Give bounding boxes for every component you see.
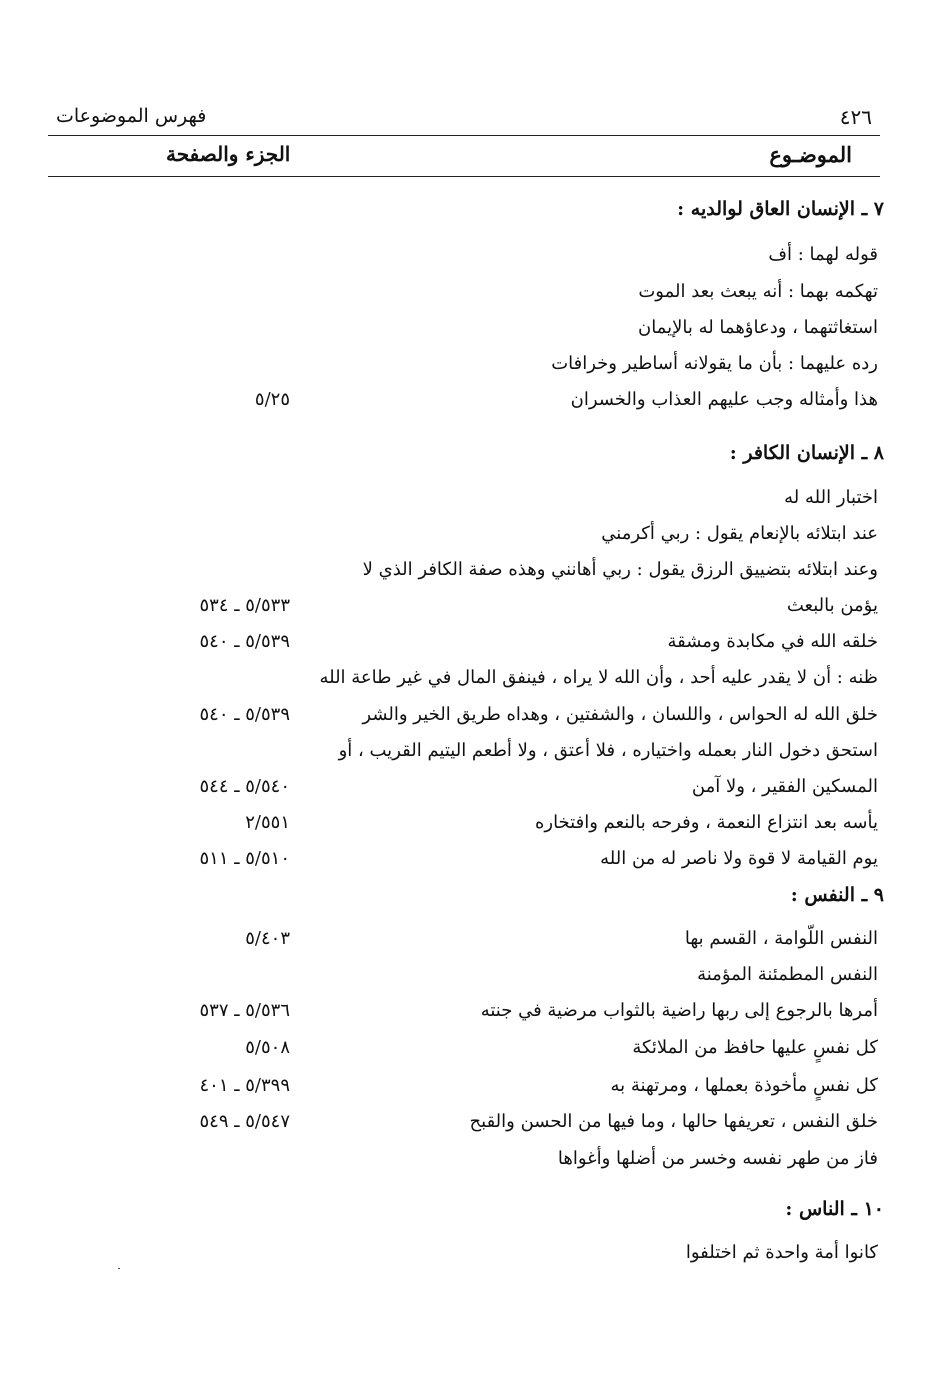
entry-reference: ٥/٥٤٧ ـ ٥٤٩: [199, 1111, 290, 1132]
entry-text: استحق دخول النار بعمله واختياره ، فلا أعتق ، ولا أطعم اليتيم القريب ، أو: [338, 740, 878, 761]
reference-column-heading: الجزء والصفحة: [166, 142, 291, 166]
entry-text: استغاثتهما ، ودعاؤهما له بالإيمان: [637, 317, 878, 338]
entry-text: ٩ ـ النفس :: [790, 884, 884, 906]
entry-text: ظنه : أن لا يقدر عليه أحد ، وأن الله لا يراه ، فينفق المال في غير طاعة الله: [319, 667, 878, 688]
entry-reference: ٥/٥٣٩ ـ ٥٤٠: [199, 631, 290, 652]
entry-text: المسكين الفقير ، ولا آمن: [691, 776, 878, 797]
entry-text: رده عليهما : بأن ما يقولانه أساطير وخرافات: [551, 353, 878, 374]
entry-text: النفس المطمئنة المؤمنة: [697, 964, 878, 985]
entry-reference: ٥/٥٣٣ ـ ٥٣٤: [199, 595, 290, 616]
page-number: ٤٢٦: [839, 105, 872, 129]
entry-text: كل نفسٍ مأخوذة بعملها ، ومرتهنة به: [610, 1075, 878, 1096]
entry-text: هذا وأمثاله وجب عليهم العذاب والخسران: [570, 389, 878, 410]
entry-text: اختبار الله له: [784, 487, 878, 508]
entry-text: يوم القيامة لا قوة ولا ناصر له من الله: [600, 848, 878, 869]
entry-text: فاز من طهر نفسه وخسر من أضلها وأغواها: [557, 1148, 878, 1169]
entry-text: ٧ ـ الإنسان العاق لوالديه :: [677, 198, 884, 220]
entry-reference: ٥/٥٣٦ ـ ٥٣٧: [199, 1000, 290, 1021]
entry-text: يأسه بعد انتزاع النعمة ، وفرحه بالنعم وافتخاره: [534, 812, 878, 833]
entry-text: يؤمن بالبعث: [786, 595, 878, 616]
entry-text: قوله لهما : أف: [768, 244, 878, 265]
entry-text: ٨ ـ الإنسان الكافر :: [729, 442, 884, 464]
entry-reference: ٥/٤٠٣: [245, 928, 290, 949]
entry-text: أمرها بالرجوع إلى ربها راضية بالثواب مرضية في جنته: [480, 1000, 878, 1021]
entry-text: ١٠ ـ الناس :: [785, 1198, 884, 1220]
entry-reference: ٢/٥٥١: [245, 812, 290, 833]
entry-text: خلقه الله في مكابدة ومشقة: [667, 631, 878, 652]
entry-reference: ٥/٢٥: [254, 389, 290, 410]
entry-reference: ٥/٣٩٩ ـ ٤٠١: [199, 1075, 290, 1096]
entry-reference: ٥/٥١٠ ـ ٥١١: [199, 848, 290, 869]
entry-text: تهكمه بهما : أنه يبعث بعد الموت: [638, 281, 878, 302]
running-title: فهرس الموضوعات: [56, 105, 207, 127]
subject-column-heading: الموضـوع: [769, 142, 852, 167]
entry-text: النفس اللّوامة ، القسم بها: [684, 928, 878, 949]
entry-text: عند ابتلائه بالإنعام يقول : ربي أكرمني: [601, 523, 878, 544]
entry-text: خلق النفس ، تعريفها حالها ، وما فيها من الحسن والقبح: [469, 1111, 878, 1132]
entry-text: كل نفسٍ عليها حافظ من الملائكة: [632, 1037, 878, 1058]
entry-text: وعند ابتلائه بتضييق الرزق يقول : ربي أهانني وهذه صفة الكافر الذي لا: [362, 559, 878, 580]
print-speck: [118, 1268, 120, 1269]
entry-reference: ٥/٥٣٩ ـ ٥٤٠: [199, 704, 290, 725]
entry-text: كانوا أمة واحدة ثم اختلفوا: [685, 1242, 878, 1263]
entry-reference: ٥/٥٠٨: [245, 1037, 290, 1058]
entry-reference: ٥/٥٤٠ ـ ٥٤٤: [199, 776, 290, 797]
entry-text: خلق الله له الحواس ، واللسان ، والشفتين ، وهداه طريق الخير والشر: [362, 704, 878, 725]
